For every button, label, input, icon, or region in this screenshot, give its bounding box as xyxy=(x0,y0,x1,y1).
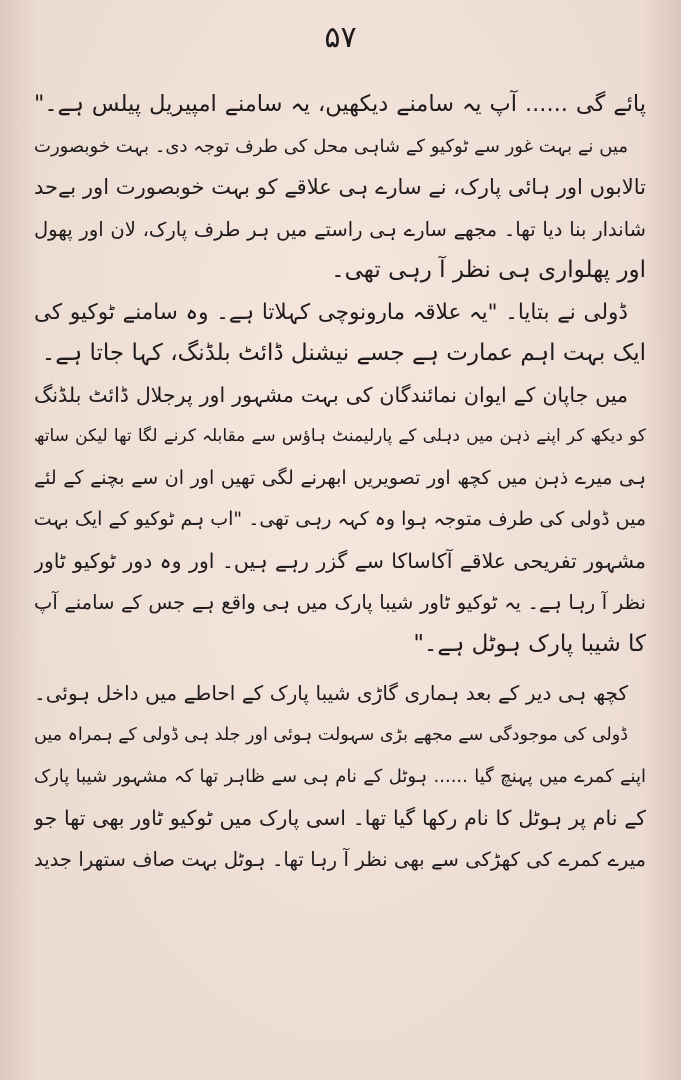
text-line: ایک بہت اہم عمارت ہے جسے نیشنل ڈائٹ بلڈنگ، کہا جاتا ہے۔ xyxy=(41,340,646,366)
text-line: تالابوں اور ہائی پارک، نے سارے ہی علاقے کو بہت خوبصورت اور بےحد xyxy=(34,175,646,199)
text-line: میں جاپان کے ایوان نمائندگان کی بہت مشہور اور پرجلال ڈائٹ بلڈنگ xyxy=(34,382,628,407)
text-line: میں ڈولی کی طرف متوجہ ہوا وہ کہہ رہی تھی۔ "اب ہم ٹوکیو کے ایک بہت xyxy=(34,508,646,530)
text-line: میں نے بہت غور سے ٹوکیو کے شاہی محل کی طرف توجہ دی۔ بہت خوبصورت xyxy=(34,135,628,157)
text-line: پائے گی ...... آپ یہ سامنے دیکھیں، یہ سامنے امپیریل پیلس ہے۔" xyxy=(34,91,646,117)
page-number: ۵۷ xyxy=(324,20,357,55)
text-line: ڈولی کی موجودگی سے مجھے بڑی سہولت ہوئی اور جلد ہی ڈولی کے ہمراہ میں xyxy=(34,724,628,745)
text-line: کو دیکھ کر اپنے ذہن میں دہلی کے پارلیمنٹ ہاؤس سے مقابلہ کرنے لگا تھا لیکن ساتھ xyxy=(34,426,646,446)
text-line: ڈولی نے بتایا۔ "یہ علاقہ مارونوچی کہلاتا ہے۔ وہ سامنے ٹوکیو کی xyxy=(34,299,628,325)
paragraph-gap xyxy=(34,665,646,673)
text-line: ہی میرے ذہن میں کچھ اور تصویریں ابھرنے لگی تھیں اور ان سے بچنے کے لئے xyxy=(34,466,646,489)
text-line: کچھ ہی دیر کے بعد ہماری گاڑی شیبا پارک کے احاطے میں داخل ہوئی۔ xyxy=(34,681,628,705)
text-line: اپنے کمرے میں پہنچ گیا ...... ہوٹل کے نام ہی سے ظاہر تھا کہ مشہور شیبا پارک xyxy=(34,766,646,787)
text-line: نظر آ رہا ہے۔ یہ ٹوکیو ٹاور شیبا پارک میں ہی واقع ہے جس کے سامنے آپ xyxy=(34,591,646,614)
text-line: میرے کمرے کی کھڑکی سے بھی نظر آ رہا تھا۔ ہوٹل بہت صاف ستھرا جدید xyxy=(34,848,646,871)
page-body xyxy=(34,84,646,1056)
text-line: کے نام پر ہوٹل کا نام رکھا گیا تھا۔ اسی پارک میں ٹوکیو ٹاور بھی تھا جو xyxy=(34,805,646,830)
text-line: مشہور تفریحی علاقے آکاساکا سے گزر رہے ہیں۔ اور وہ دور ٹوکیو ٹاور xyxy=(34,548,646,573)
text-line: اور پھلواری ہی نظر آ رہی تھی۔ xyxy=(331,257,646,283)
text-line: کا شیبا پارک ہوٹل ہے۔" xyxy=(413,630,646,657)
text-line: شاندار بنا دیا تھا۔ مجھے سارے ہی راستے میں ہر طرف پارک، لان اور پھول xyxy=(34,217,646,241)
